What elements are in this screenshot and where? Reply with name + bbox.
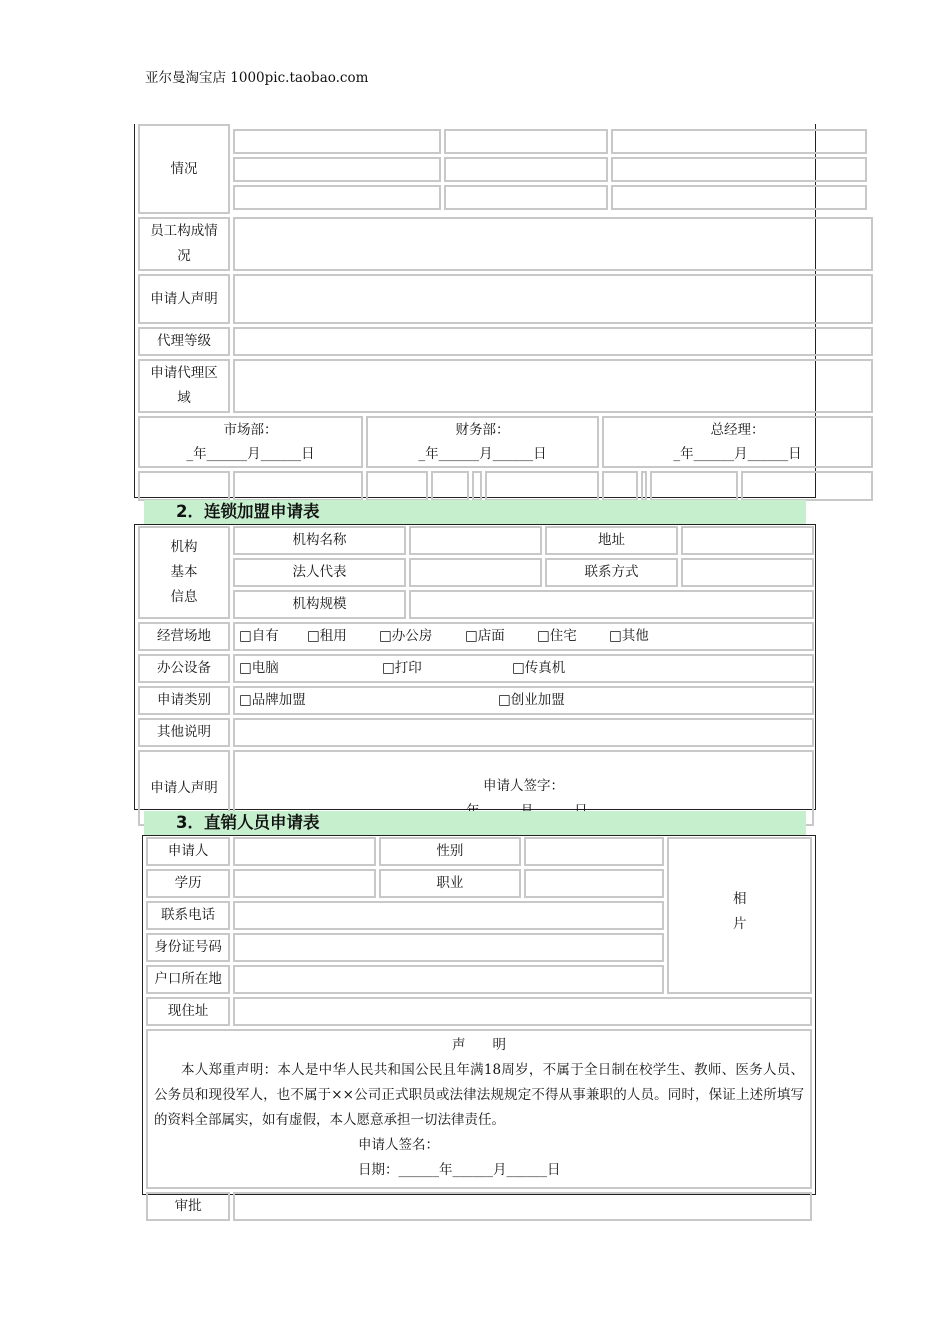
category-option-startup[interactable]: □创业加盟 (498, 692, 565, 708)
blank-cell[interactable] (485, 471, 599, 501)
gender-field[interactable] (524, 837, 664, 866)
market-date-line: _年______月______日 (186, 446, 315, 462)
photo-label-1: 相 (732, 891, 747, 907)
situation-cell[interactable] (611, 157, 867, 182)
staff-composition-label: 员工构成情况 (138, 217, 230, 271)
occupation-label: 职业 (379, 869, 521, 898)
contact-field[interactable] (681, 558, 814, 587)
blank-cell[interactable] (431, 471, 469, 501)
agent-region-label: 申请代理区域 (138, 359, 230, 413)
venue-option-own[interactable]: □自有 (239, 628, 279, 644)
declaration-text: 本人郑重声明：本人是中华人民共和国公民且年满18周岁，不属于全日制在校学生、教师、医务人员、公务员和现役军人，也不属于××公司正式职员或法律法规规定不得从事兼职的人员。同时，保证上述所填写的资料全部属实，如有虚假，本人愿意承担一切法律责任。 (154, 1062, 804, 1128)
section-3-title: 3．直销人员申请表 (144, 811, 806, 835)
address-field[interactable] (681, 526, 814, 555)
equipment-options (233, 654, 814, 683)
situation-cell[interactable] (233, 157, 441, 182)
section-2-title: 2．连锁加盟申请表 (144, 500, 806, 524)
residence-field[interactable] (233, 997, 812, 1026)
venue-option-office[interactable]: □办公房 (379, 628, 433, 644)
org-scale-label: 机构规模 (233, 590, 406, 619)
contact-label: 联系方式 (545, 558, 678, 587)
org-info-label: 机构基本信息 (138, 526, 230, 619)
signoff-finance (366, 416, 599, 468)
applicant-statement-label: 申请人声明 (138, 750, 230, 826)
agent-application-table (134, 124, 816, 498)
residence-label: 现住址 (146, 997, 230, 1026)
declaration-signature-label: 申请人签名： (358, 1137, 439, 1153)
situation-cell[interactable] (233, 129, 441, 154)
applicant-statement-field[interactable] (233, 274, 873, 324)
situation-cell[interactable] (611, 129, 867, 154)
applicant-statement-label: 申请人声明 (138, 274, 230, 324)
venue-option-other[interactable]: □其他 (609, 628, 649, 644)
situation-cell[interactable] (444, 185, 608, 210)
blank-cell[interactable] (602, 471, 638, 501)
signoff-gm (602, 416, 873, 468)
finance-dept-label: 财务部： (455, 422, 510, 438)
blank-cell[interactable] (741, 471, 873, 501)
phone-label: 联系电话 (146, 901, 230, 930)
equipment-option-computer[interactable]: □电脑 (239, 660, 279, 676)
blank-cell[interactable] (138, 471, 230, 501)
approval-label: 审批 (146, 1192, 230, 1221)
occupation-field[interactable] (524, 869, 664, 898)
id-number-field[interactable] (233, 933, 664, 962)
agent-level-label: 代理等级 (138, 327, 230, 356)
agent-region-field[interactable] (233, 359, 873, 413)
gender-label: 性别 (379, 837, 521, 866)
other-notes-field[interactable] (233, 718, 814, 747)
approval-field[interactable] (233, 1192, 812, 1221)
gm-date-line: _年______月______日 (673, 446, 802, 462)
staff-composition-field[interactable] (233, 217, 873, 271)
situation-cell[interactable] (444, 157, 608, 182)
id-number-label: 身份证号码 (146, 933, 230, 962)
equipment-label: 办公设备 (138, 654, 230, 683)
declaration-title: 声 明 (452, 1037, 506, 1053)
blank-cell[interactable] (650, 471, 738, 501)
agent-level-field[interactable] (233, 327, 873, 356)
venue-option-residence[interactable]: □住宅 (537, 628, 577, 644)
education-field[interactable] (233, 869, 375, 898)
situation-cell[interactable] (233, 185, 441, 210)
other-notes-label: 其他说明 (138, 718, 230, 747)
category-label: 申请类别 (138, 686, 230, 715)
market-dept-label: 市场部： (223, 422, 278, 438)
direct-sales-application-table (142, 835, 816, 1214)
phone-field[interactable] (233, 901, 664, 930)
category-options (233, 686, 814, 715)
org-name-field[interactable] (409, 526, 542, 555)
applicant-signature-label: 申请人签字： (483, 778, 564, 794)
declaration-date-line: 日期：______年______月______日 (358, 1162, 561, 1178)
org-scale-field[interactable] (409, 590, 814, 619)
hukou-field[interactable] (233, 965, 664, 994)
equipment-option-printer[interactable]: □打印 (382, 660, 422, 676)
photo-box[interactable] (667, 837, 812, 994)
equipment-option-fax[interactable]: □传真机 (512, 660, 566, 676)
venue-option-shop[interactable]: □店面 (465, 628, 505, 644)
situation-label: 情况 (138, 124, 230, 214)
franchise-application-table (134, 524, 816, 810)
venue-options (233, 622, 814, 651)
org-name-label: 机构名称 (233, 526, 406, 555)
blank-cell[interactable] (641, 471, 647, 501)
photo-label-2: 片 (732, 916, 747, 932)
header-note: 亚尔曼淘宝店 1000pic.taobao.com (145, 70, 369, 86)
declaration-block (146, 1029, 812, 1189)
legal-rep-label: 法人代表 (233, 558, 406, 587)
situation-cell[interactable] (444, 129, 608, 154)
legal-rep-field[interactable] (409, 558, 542, 587)
hukou-label: 户口所在地 (146, 965, 230, 994)
address-label: 地址 (545, 526, 678, 555)
finance-date-line: _年______月______日 (418, 446, 547, 462)
category-option-brand[interactable]: □品牌加盟 (239, 692, 306, 708)
education-label: 学历 (146, 869, 230, 898)
blank-cell[interactable] (366, 471, 428, 501)
venue-label: 经营场地 (138, 622, 230, 651)
gm-dept-label: 总经理： (710, 422, 765, 438)
blank-cell[interactable] (472, 471, 482, 501)
situation-cell[interactable] (611, 185, 867, 210)
blank-cell[interactable] (233, 471, 363, 501)
signoff-market (138, 416, 363, 468)
venue-option-rent[interactable]: □租用 (307, 628, 347, 644)
applicant-field[interactable] (233, 837, 375, 866)
applicant-label: 申请人 (146, 837, 230, 866)
